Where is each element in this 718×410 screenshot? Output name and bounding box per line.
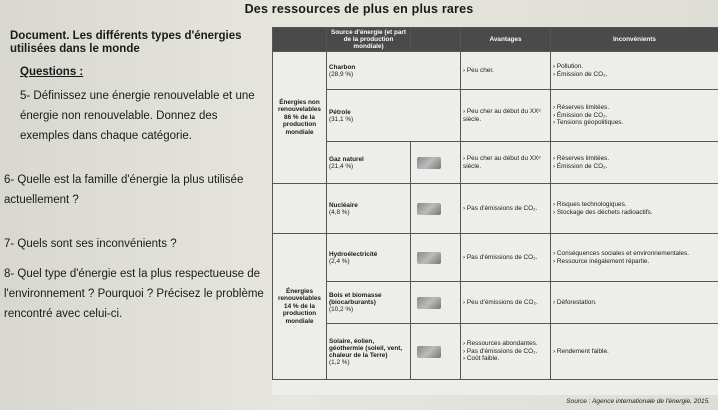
document-heading: Document. Les différents types d'énergies utilisées dans le monde: [10, 30, 242, 55]
drawback-item: › Tensions géopolitiques.: [553, 119, 624, 127]
questions-label: Questions :: [20, 66, 84, 78]
source-cell: [327, 234, 411, 282]
drawback-item: › Déforestation.: [553, 298, 597, 306]
source-name: Charbon: [329, 63, 356, 71]
advantage-item: › Peu cher au début du XXᵉ siècle.: [463, 108, 541, 123]
drawbacks-cell: [551, 282, 718, 324]
source-cell: [327, 324, 411, 380]
drawbacks-cell: [551, 142, 718, 184]
source-name: Pétrole: [329, 108, 351, 116]
drawback-item: › Émission de CO₂.: [553, 70, 608, 78]
photo-cell: [411, 282, 461, 324]
source-cell: [327, 282, 411, 324]
source-cell: [327, 142, 411, 184]
table-row: [273, 234, 718, 282]
biomass-photo-image: [417, 297, 441, 309]
page-title: Des ressources de plus en plus rares: [244, 2, 474, 16]
table-header-row: [273, 28, 718, 52]
drawback-item: › Rendement faible.: [553, 347, 609, 355]
source-name: Gaz naturel: [329, 155, 364, 163]
drawbacks-cell: [551, 234, 718, 282]
drawback-item: › Stockage des déchets radioactifs.: [553, 208, 653, 216]
drawbacks-cell: [551, 184, 718, 234]
table-header-cell: Avantages: [461, 28, 551, 52]
drawback-item: › Émission de CO₂.: [553, 162, 608, 170]
advantage-item: › Coût faible.: [463, 355, 500, 363]
source-name: Nucléaire: [329, 201, 358, 209]
photo-cell: [411, 324, 461, 380]
advantages-cell: [461, 234, 551, 282]
advantage-item: › Pas d'émissions de CO₂.: [463, 347, 538, 355]
advantages-cell: [461, 184, 551, 234]
source-share: (21,4 %): [329, 162, 354, 170]
source-share: (2,4 %): [329, 257, 350, 265]
drawback-item: › Réserves limitées.: [553, 104, 610, 112]
question-7: 7- Quels sont ses inconvénients ?: [4, 238, 177, 250]
empty-category-cell: [273, 184, 327, 234]
table-row: [273, 52, 718, 90]
source-name: Bois et biomasse (biocarburants): [329, 292, 382, 306]
advantages-cell: [461, 52, 551, 90]
table-row: [273, 184, 718, 234]
photo-cell: [411, 234, 461, 282]
drawbacks-cell: [551, 52, 718, 90]
drawback-item: › Ressource inégalement répartie.: [553, 257, 650, 265]
wind-solar-photo-image: [417, 346, 441, 358]
dam-photo-image: [417, 252, 441, 264]
table-header-cell: Source d'énergie (et part de la production mondiale): [327, 28, 411, 52]
drawback-item: › Conséquences sociales et environnementales.: [553, 250, 690, 257]
source-note: Source : Agence internationale de l'énergie, 2015.: [566, 398, 710, 405]
energy-table-container: [272, 27, 718, 395]
question-8: 8- Quel type d'énergie est la plus respectueuse de l'environnement ? Pourquoi ? Précisez le problème rencontré avec celui-ci.: [4, 268, 264, 320]
question-5: 5- Définissez une énergie renouvelable et une énergie non renouvelable. Donnez des exemples dans chaque catégorie.: [20, 90, 255, 142]
table-row: [273, 142, 718, 184]
source-cell: [327, 52, 461, 90]
table-header-cell: [411, 28, 461, 52]
advantage-item: › Pas d'émissions de CO₂.: [463, 253, 538, 261]
advantages-cell: [461, 282, 551, 324]
advantage-item: › Peu cher au début du XXᵉ siècle.: [463, 155, 541, 170]
advantages-cell: [461, 90, 551, 142]
table-row: [273, 90, 718, 142]
source-share: (1,2 %): [329, 358, 350, 366]
non-renewable-label: Énergies non renouvelables 86 % de la production mondiale: [273, 52, 327, 184]
source-cell: [327, 184, 411, 234]
drawback-item: › Réserves limitées.: [553, 155, 610, 162]
advantage-item: › Ressources abondantes.: [463, 340, 538, 348]
drawbacks-cell: [551, 324, 718, 380]
photo-cell: [411, 142, 461, 184]
table-header-cell: Inconvénients: [551, 28, 718, 52]
advantages-cell: [461, 324, 551, 380]
gas-photo-image: [417, 157, 441, 169]
source-share: (28,9 %): [329, 70, 354, 78]
nuclear-photo-image: [417, 203, 441, 215]
drawbacks-cell: [551, 90, 718, 142]
photo-cell: [411, 184, 461, 234]
source-cell: [327, 90, 461, 142]
drawback-item: › Émission de CO₂.: [553, 111, 608, 119]
source-name: Solaire, éolien, géothermie (soleil, vent, chaleur de la Terre): [329, 337, 403, 359]
drawback-item: › Risques technologiques.: [553, 201, 627, 208]
question-6: 6- Quelle est la famille d'énergie la plus utilisée actuellement ?: [4, 174, 244, 206]
source-share: (31,1 %): [329, 115, 354, 123]
table-row: [273, 324, 718, 380]
advantages-cell: [461, 142, 551, 184]
energy-table: [272, 27, 718, 380]
source-share: (10,2 %): [329, 306, 354, 313]
source-share: (4,8 %): [329, 208, 350, 216]
table-header-cell: [273, 28, 327, 52]
drawback-item: › Pollution.: [553, 63, 584, 70]
source-name: Hydroélectricité: [329, 250, 378, 258]
advantage-item: › Peu cher.: [463, 66, 494, 74]
advantage-item: › Pas d'émissions de CO₂.: [463, 204, 538, 212]
renewable-label: Énergies renouvelables 14 % de la production mondiale: [273, 234, 327, 380]
advantage-item: › Peu d'émissions de CO₂.: [463, 298, 538, 306]
table-row: [273, 282, 718, 324]
